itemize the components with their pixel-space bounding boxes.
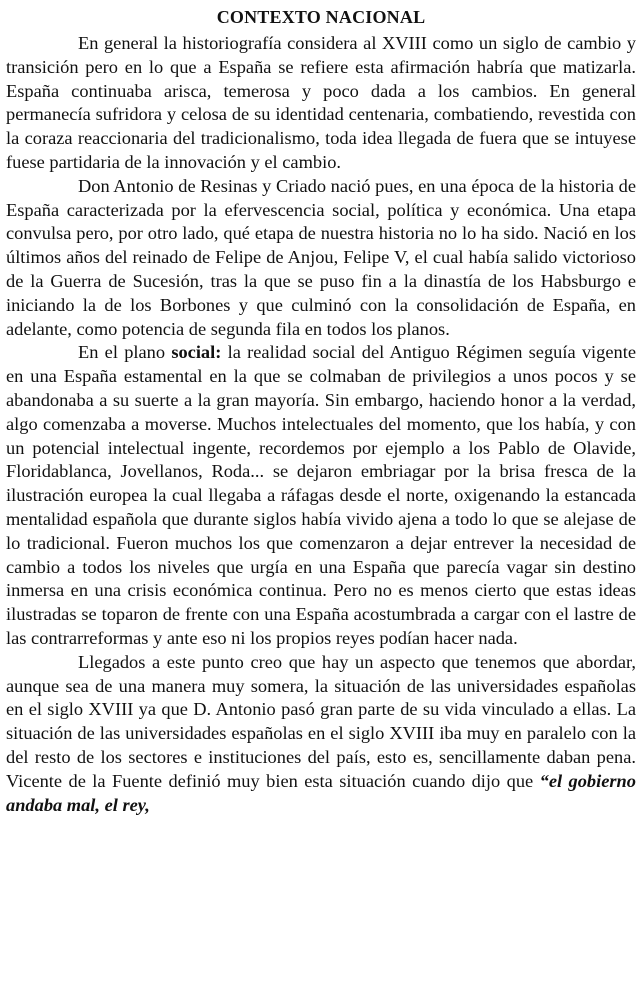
paragraph-3 <box>6 341 636 650</box>
paragraph-2 <box>6 175 636 342</box>
paragraph-4 <box>6 651 636 818</box>
paragraph-4-text: Llegados a este punto creo que hay un aspecto que tenemos que abordar, aunque sea de una manera muy somera, la situación de las universidades españolas en el siglo XVIII ya que D. Antonio pasó gran parte de su vida vinculado a ellas. La situación de las universidades españolas en el siglo XVIII iba muy en paralelo con la del resto de los sectores e instituciones del país, esto es, sencillamente daban pena. Vicente de la Fuente definió muy bien esta situación cuando dijo que <box>6 651 636 791</box>
paragraph-1 <box>6 32 636 175</box>
paragraph-4-quote: “el gobierno andaba mal, el rey, <box>6 770 636 815</box>
paragraph-1-text: En general la historiografía considera al XVIII como un siglo de cambio y transición pero en lo que a España se refiere esta afirmación habría que matizarla. España continuaba arisca, temerosa y poco dada a los cambios. En general permanecía sufridora y celosa de su identidad centenaria, combatiendo, revestida con la coraza reaccionaria del tradicionalismo, toda idea llegada de fuera que se intuyese fuese partidaria de la innovación y el cambio. <box>6 33 636 172</box>
paragraph-3-lead: En el plano <box>78 342 172 363</box>
document-page <box>6 4 636 817</box>
section-title: CONTEXTO NACIONAL <box>216 7 426 27</box>
paragraph-3-text: la realidad social del Antiguo Régimen seguía vigente en una España estamental en la que se colmaban de privilegios a unos pocos y se abandonaba a su suerte a la gran mayoría. Sin embargo, haciendo honor a la verdad, algo comenzaba a moverse. Muchos intelectuales del momento, que los había, y con un potencial intelectual ingente, recordemos por ejemplo a los Pablo de Olavide, Floridablanca, Jovellanos, Roda... se dejaron embriagar por la brisa fresca de la ilustración europea la cual llegaba a ráfagas desde el norte, oxigenando la estancada mentalidad española que durante siglos había vivido ajena a todo lo que se alejase de lo tradicional. Fueron muchos los que comenzaron a dejar entrever la necesidad de cambio a todos los niveles que urgía en una España que parecía vagar sin destino inmersa en una crisis económica continua. Pero no es menos cierto que estas ideas ilustradas se toparon de frente con una España acostumbrada a cargar con el lastre de las contrarreformas y ante eso ni los propios reyes podían hacer nada. <box>6 342 636 648</box>
paragraph-2-text: Don Antonio de Resinas y Criado nació pues, en una época de la historia de España caracterizada por la efervescencia social, política y económica. Una etapa convulsa pero, por otro lado, qué etapa de nuestra historia no lo ha sido. Nació en los últimos años del reinado de Felipe de Anjou, Felipe V, el cual había salido victorioso de la Guerra de Sucesión, tras la que se puso fin a la dinastía de los Habsburgo e iniciando la de los Borbones y que culminó con la consolidación de España, en adelante, como potencia de segunda fila en todos los planos. <box>6 175 636 339</box>
paragraph-3-bold-term: social: <box>171 342 222 363</box>
